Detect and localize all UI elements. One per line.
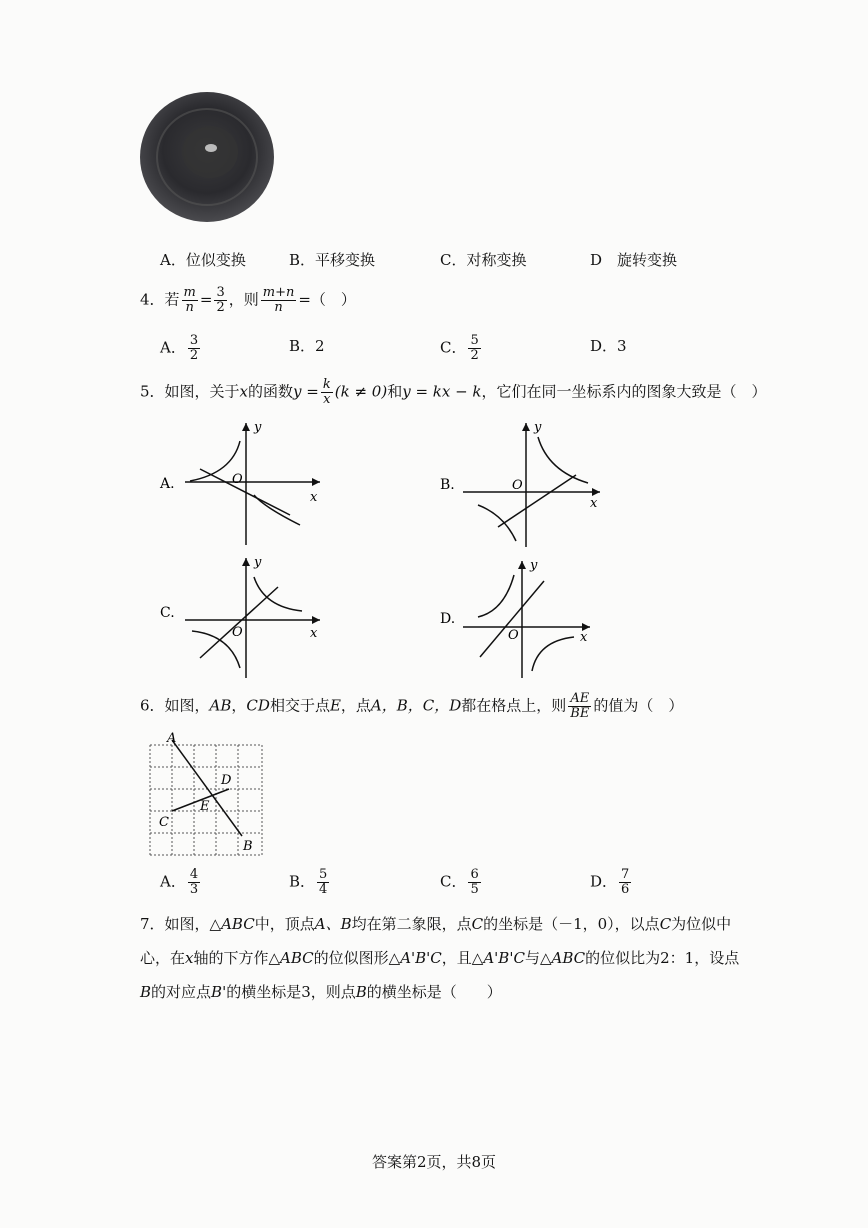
graph-d-label: D.	[440, 611, 456, 627]
q6-grid-figure	[145, 728, 275, 858]
svg-text:y: y	[254, 555, 262, 570]
svg-text:E: E	[200, 799, 210, 814]
svg-text:x: x	[310, 626, 318, 641]
svg-text:D: D	[221, 773, 232, 788]
q3-option-d: D 旋转变换	[590, 251, 678, 269]
svg-text:y: y	[254, 420, 262, 435]
q6-option-a: A． $\frac{4}{3}$	[160, 867, 199, 897]
graph-c-label: C.	[160, 605, 175, 621]
q6-question: 6．如图，AB，CD相交于点E，点A，B，C，D都在格点上，则 $\frac{AE}{BE}$ 的值为（ ）	[140, 691, 684, 721]
q7-line-2: 心，在x轴的下方作△ABC的位似图形△A'B'C，且△A'B'C与△ABC的位似比为2：1，设点	[140, 949, 740, 967]
q5-graph-b	[438, 415, 618, 550]
svg-text:O: O	[232, 625, 243, 640]
q5-graph-c	[140, 553, 340, 683]
page-footer: 答案第2页，共8页	[371, 1153, 497, 1171]
svg-text:y: y	[534, 420, 542, 435]
q4-option-a: A． $\frac{3}{2}$	[160, 333, 199, 363]
svg-text:B: B	[243, 839, 253, 854]
svg-text:C: C	[159, 815, 169, 830]
q3-photo	[138, 90, 276, 224]
svg-text:x: x	[590, 496, 598, 511]
q6-option-b: B． $\frac{5}{4}$	[289, 867, 328, 897]
q5-graph-d	[438, 553, 618, 683]
q4-option-c: C． $\frac{5}{2}$	[440, 333, 479, 363]
svg-text:O: O	[512, 478, 523, 493]
q4-option-b: B．2	[289, 337, 325, 355]
q5-question: 5．如图，关于x的函数y = $\frac{k}{x}$ (k ≠ 0)和y = kx − k，它们在同一坐标系内的图象大致是（ ）	[140, 377, 767, 407]
svg-text:x: x	[310, 490, 318, 505]
svg-text:y: y	[530, 558, 538, 573]
q7-line-1: 7．如图，△ABC中，顶点A、B均在第二象限，点C的坐标是（－1，0），以点C为位似中	[140, 915, 732, 933]
svg-text:x: x	[580, 630, 588, 645]
q7-line-3: B的对应点B'的横坐标是3，则点B的横坐标是（ ）	[140, 983, 502, 1001]
svg-text:A: A	[167, 731, 177, 746]
q4-option-d: D．3	[590, 337, 627, 355]
graph-b-label: B.	[440, 477, 455, 493]
svg-text:O: O	[508, 628, 519, 643]
svg-text:O: O	[232, 472, 243, 487]
q6-option-c: C． $\frac{6}{5}$	[440, 867, 479, 897]
q3-option-b: B．平移变换	[289, 251, 376, 269]
graph-a-label: A.	[160, 476, 175, 492]
q6-option-d: D． $\frac{7}{6}$	[590, 867, 630, 897]
q5-graph-a	[140, 415, 340, 550]
q3-option-a: A．位似变换	[160, 251, 246, 269]
q3-option-c: C．对称变换	[440, 251, 527, 269]
q4-question: 4．若 $\frac{m}{n}$ = $\frac{3}{2}$ ，则 $\frac{m+n}{n}$ =（ ）	[140, 285, 356, 315]
